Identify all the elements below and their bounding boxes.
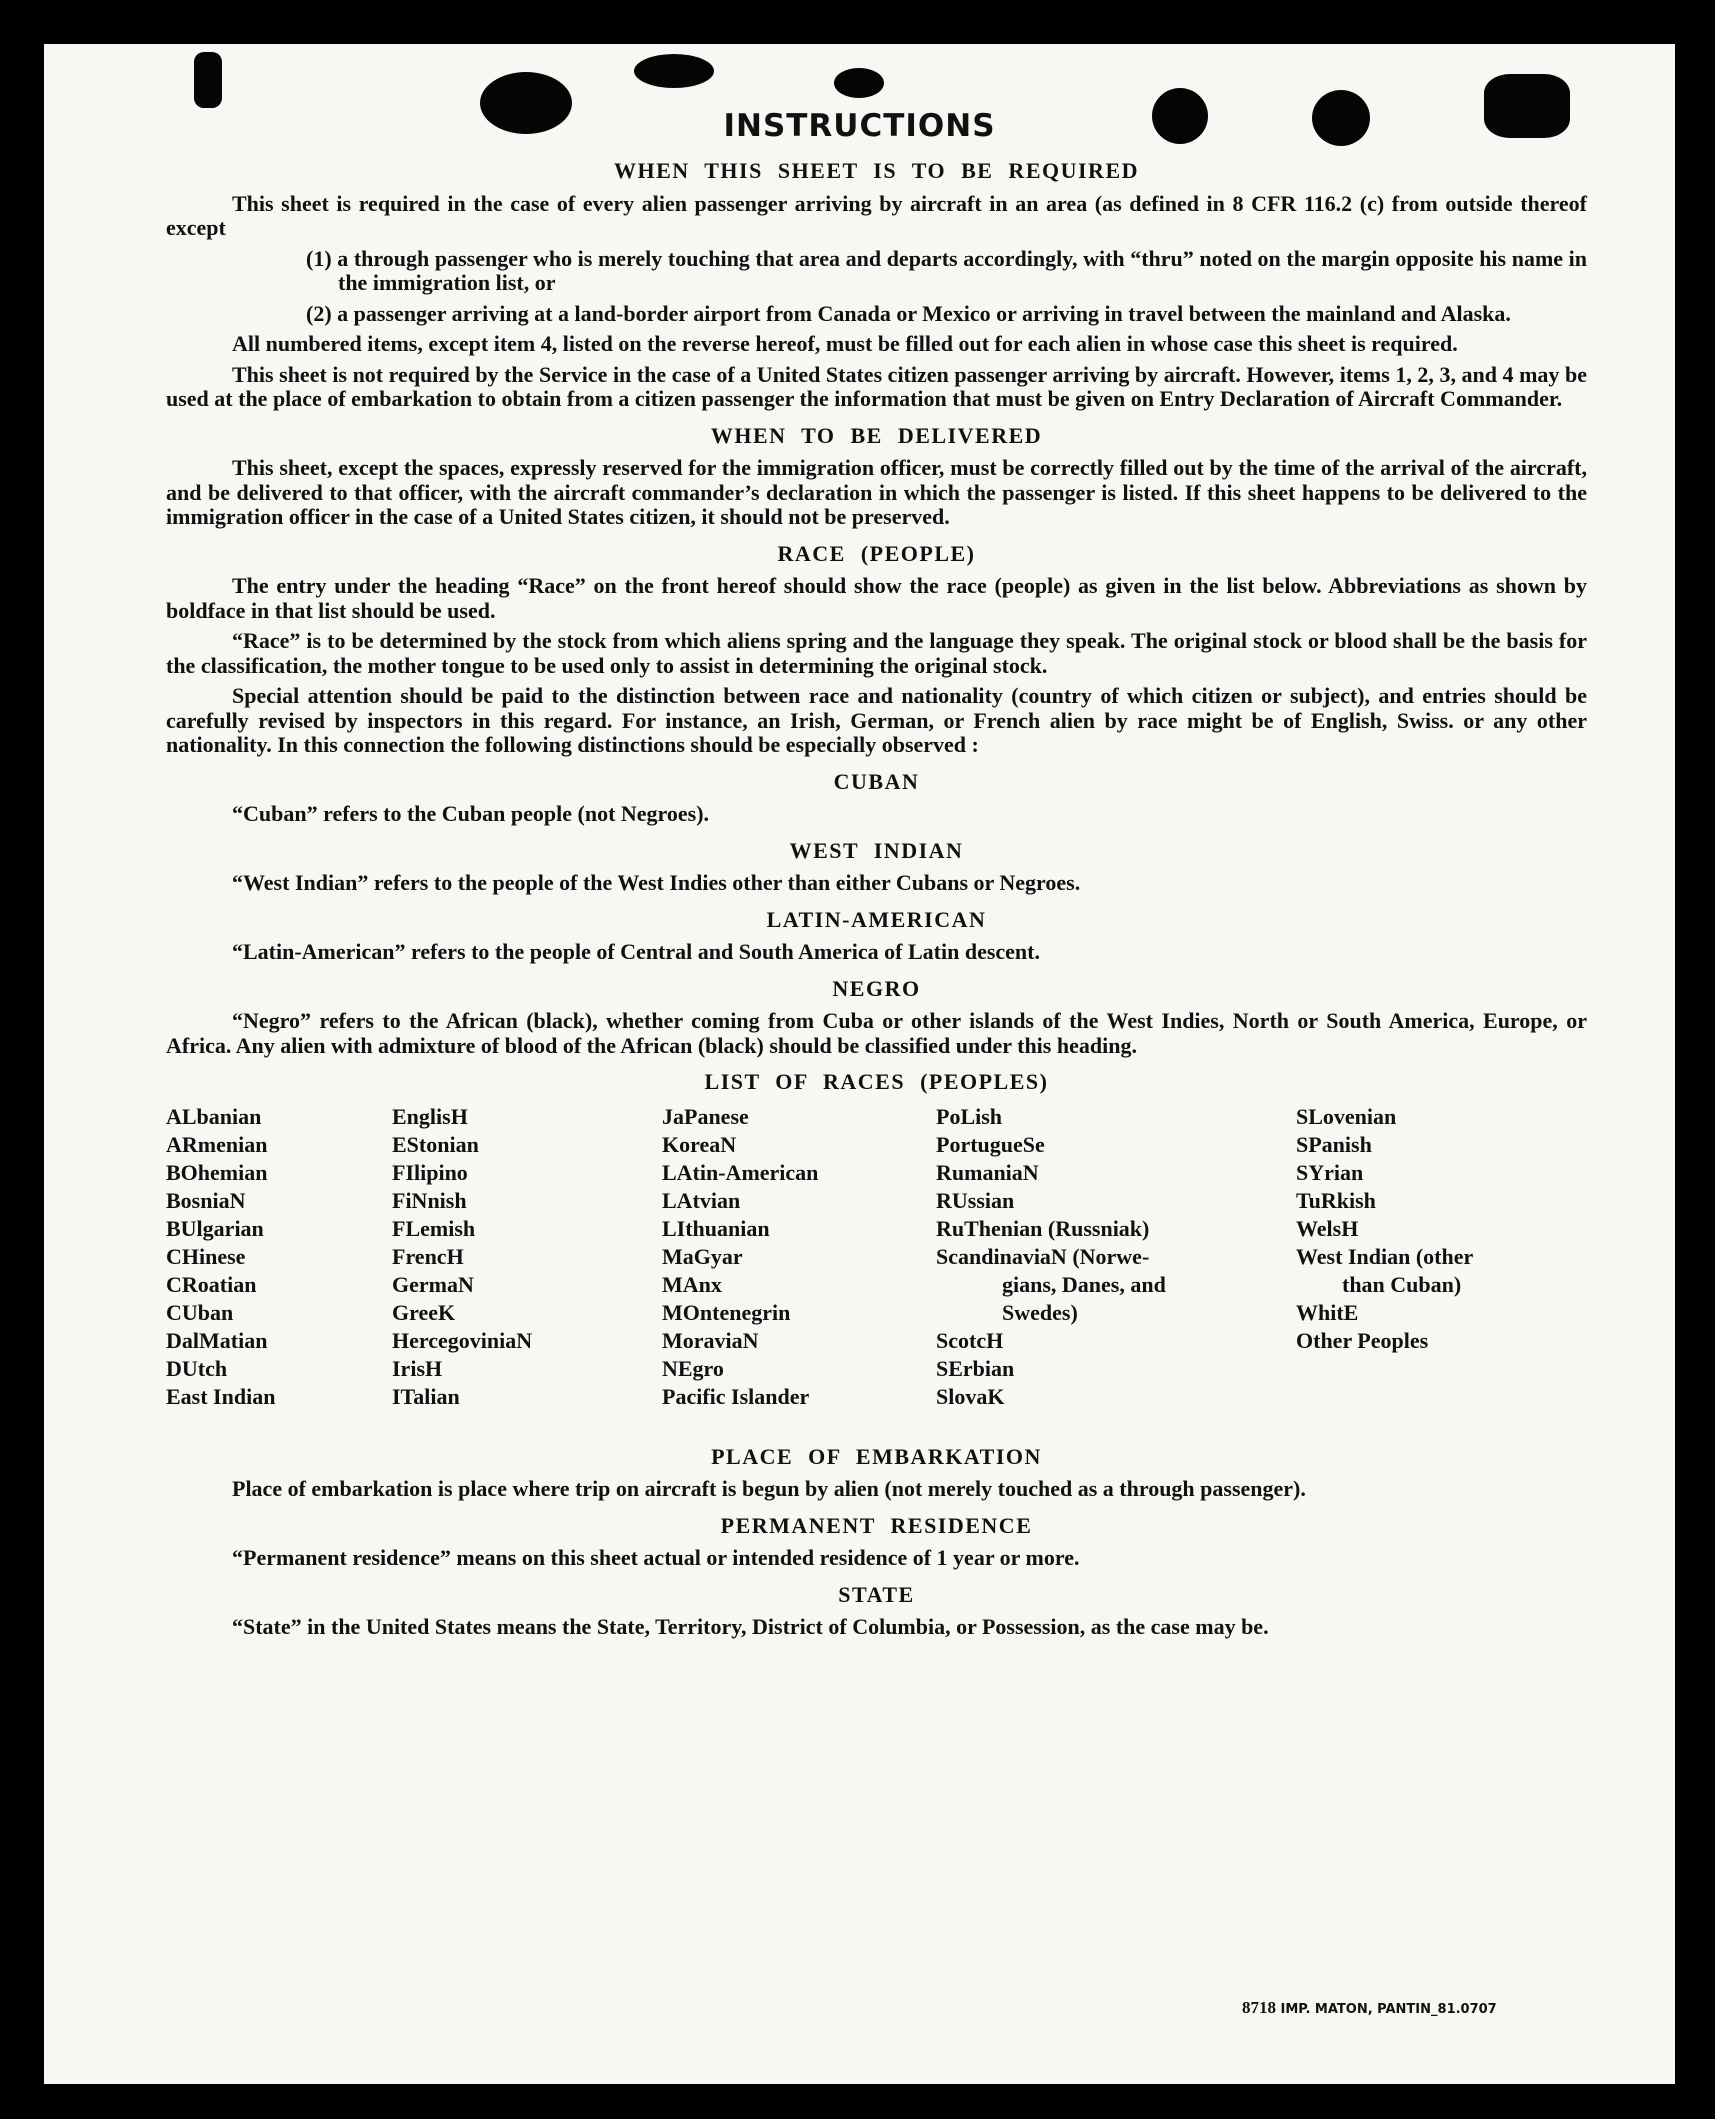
paragraph: “Race” is to be determined by the stock from which aliens spring and the language they speak. The original stock or blood shall be the basis for the classification, the mother tongue to be used only to assist in determining the original stock.	[166, 628, 1587, 678]
race-item: PoLish	[936, 1103, 1003, 1129]
race-item: ARmenian	[166, 1131, 268, 1157]
race-item: RuThenian (Russniak)	[936, 1215, 1150, 1241]
race-item: FLemish	[392, 1215, 476, 1241]
race-item: Swedes)	[1002, 1299, 1078, 1325]
races-column-5	[1296, 1103, 1473, 1355]
race-item: ScotcH	[936, 1327, 1004, 1353]
race-item: CUban	[166, 1299, 234, 1325]
printer-imprint	[1242, 1998, 1497, 2018]
heading-state: STATE	[838, 1581, 915, 1607]
race-item: SLovenian	[1296, 1103, 1397, 1129]
paragraph: “State” in the United States means the State, Territory, District of Columbia, or Possession, as the case may be.	[232, 1614, 1269, 1639]
race-item: MAnx	[662, 1271, 722, 1297]
paragraph: This sheet is not required by the Service in the case of a United States citizen passenger arriving by aircraft. However, items 1, 2, 3, and 4 may be used at the place of embarkation to obtain from a citizen passenger the information that must be given on Entry Declaration of Aircraft Commander.	[166, 361, 1587, 411]
race-item: KoreaN	[662, 1131, 737, 1157]
race-item: NEgro	[662, 1355, 724, 1381]
heading-race: RACE (PEOPLE)	[777, 540, 976, 566]
race-item: EnglisH	[392, 1103, 468, 1129]
race-item: SlovaK	[936, 1383, 1005, 1409]
races-column-3	[662, 1103, 818, 1411]
paragraph: “Cuban” refers to the Cuban people (not Negroes).	[232, 801, 710, 826]
race-item: MoraviaN	[662, 1327, 759, 1353]
race-item: gians, Danes, and	[1002, 1271, 1166, 1297]
race-item: East Indian	[166, 1383, 276, 1409]
page-title: INSTRUCTIONS	[723, 108, 996, 144]
race-item: SYrian	[1296, 1159, 1364, 1185]
race-item: RUssian	[936, 1187, 1015, 1213]
heading-delivered: WHEN TO BE DELIVERED	[710, 422, 1043, 448]
heading-permanent-residence: PERMANENT RESIDENCE	[720, 1512, 1033, 1538]
races-column-1	[166, 1103, 275, 1411]
race-item: FiNnish	[392, 1187, 467, 1213]
race-item: GermaN	[392, 1271, 474, 1297]
race-item: BOhemian	[166, 1159, 268, 1185]
race-item: DalMatian	[166, 1327, 268, 1353]
race-item: MaGyar	[662, 1243, 743, 1269]
race-item: HercegoviniaN	[392, 1327, 533, 1353]
race-item: IrisH	[392, 1355, 443, 1381]
race-item: CHinese	[166, 1243, 246, 1269]
race-item: FIlipino	[392, 1159, 468, 1185]
paragraph: “Latin-American” refers to the people of Central and South America of Latin descent.	[232, 939, 1040, 964]
heading-list-of-races: LIST OF RACES (PEOPLES)	[704, 1069, 1049, 1094]
race-item: than Cuban)	[1342, 1271, 1462, 1297]
race-item: LIthuanian	[662, 1215, 770, 1241]
paragraph: Place of embarkation is place where trip on aircraft is begun by alien (not merely touched as a through passenger).	[232, 1476, 1306, 1501]
heading-west-indian: WEST INDIAN	[789, 837, 964, 863]
race-item: FrencH	[392, 1243, 464, 1269]
heading-latin-american: LATIN-AMERICAN	[766, 906, 987, 932]
list-item: (1) a through passenger who is merely touching that area and departs accordingly, with “thru” noted on the margin opposite his name in the immigration list, or	[306, 245, 1587, 295]
paragraph: “West Indian” refers to the people of the West Indies other than either Cubans or Negroes.	[232, 870, 1081, 895]
race-item: CRoatian	[166, 1271, 257, 1297]
heading-required: WHEN THIS SHEET IS TO BE REQUIRED	[613, 158, 1140, 183]
paragraph: “Negro” refers to the African (black), whether coming from Cuba or other islands of the West Indies, North or South America, Europe, or Africa. Any alien with admixture of blood of the African (black) should be classified under this heading.	[166, 1008, 1587, 1058]
race-item: TuRkish	[1296, 1187, 1376, 1213]
race-item: SPanish	[1296, 1131, 1372, 1157]
race-item: LAtin-American	[662, 1159, 819, 1185]
race-item: ITalian	[392, 1383, 460, 1409]
race-item: BosniaN	[166, 1187, 246, 1213]
races-column-4	[936, 1103, 1166, 1411]
imprint-text: IMP. MATON, PANTIN_81.0707	[1280, 2002, 1497, 2017]
race-item: WhitE	[1296, 1299, 1359, 1325]
paragraph: “Permanent residence” means on this sheet actual or intended residence of 1 year or more.	[232, 1545, 1080, 1570]
paragraph: All numbered items, except item 4, listed on the reverse hereof, must be filled out for each alien in whose case this sheet is required.	[232, 331, 1458, 356]
race-item: GreeK	[392, 1299, 456, 1325]
race-item: ALbanian	[166, 1103, 262, 1129]
instructions-body	[166, 159, 1587, 1646]
races-column-2	[392, 1103, 532, 1411]
race-item: BUlgarian	[166, 1215, 264, 1241]
paragraph: This sheet, except the spaces, expressly reserved for the immigration officer, must be correctly filled out by the time of the arrival of the aircraft, and be delivered to that officer, with the aircraft commander’s declaration in which the passenger is listed. If this sheet happens to be delivered to the immigration officer in the case of a United States citizen, it should not be preserved.	[166, 455, 1587, 529]
heading-cuban: CUBAN	[833, 768, 920, 794]
race-item: SErbian	[936, 1355, 1015, 1381]
punch-hole	[194, 52, 222, 108]
race-item: PortugueSe	[936, 1131, 1045, 1157]
heading-embarkation: PLACE OF EMBARKATION	[711, 1443, 1042, 1469]
punch-hole	[834, 68, 884, 98]
document-sheet	[44, 44, 1675, 2084]
race-item: JaPanese	[662, 1103, 749, 1129]
heading-negro: NEGRO	[832, 975, 921, 1001]
race-item: Other Peoples	[1296, 1327, 1429, 1353]
paragraph: This sheet is required in the case of every alien passenger arriving by aircraft in an area (as defined in 8 CFR 116.2 (c) from outside thereof except	[166, 190, 1587, 240]
form-number: 8718	[1242, 1998, 1276, 2017]
punch-hole	[634, 54, 714, 88]
paragraph: The entry under the heading “Race” on the front hereof should show the race (people) as given in the list below. Abbreviations as shown by boldface in that list should be used.	[166, 573, 1587, 623]
race-item: WelsH	[1296, 1215, 1359, 1241]
race-item: West Indian (other	[1296, 1243, 1474, 1269]
race-item: MOntenegrin	[662, 1299, 791, 1325]
list-item: (2) a passenger arriving at a land-border airport from Canada or Mexico or arriving in travel between the mainland and Alaska.	[306, 300, 1511, 326]
paragraph: Special attention should be paid to the distinction between race and nationality (country of which citizen or subject), and entries should be carefully revised by inspectors in this regard. For instance, an Irish, German, or French alien by race might be of English, Swiss. or any other nationality. In this connection the following distinctions should be especially observed :	[166, 683, 1587, 757]
race-item: ScandinaviaN (Norwe-	[936, 1243, 1150, 1269]
race-item: LAtvian	[662, 1187, 741, 1213]
race-item: Pacific Islander	[662, 1383, 810, 1409]
race-item: EStonian	[392, 1131, 479, 1157]
races-list	[166, 1103, 1587, 1433]
race-item: RumaniaN	[936, 1159, 1039, 1185]
race-item: DUtch	[166, 1355, 228, 1381]
